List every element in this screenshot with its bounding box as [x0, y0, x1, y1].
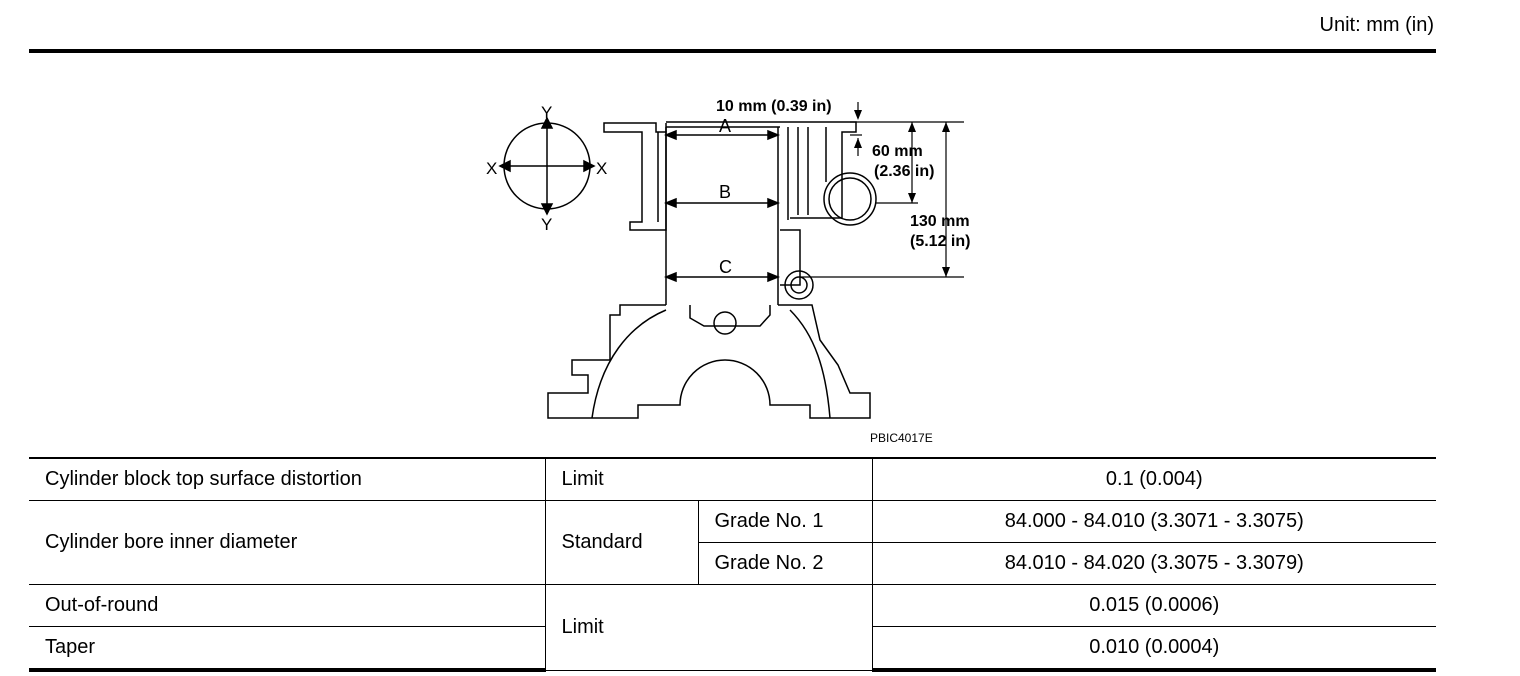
table-row	[29, 458, 1436, 501]
item-cell: Cylinder block top surface distortion	[29, 458, 545, 501]
xy-direction-diagram	[500, 118, 594, 214]
class-cell: Limit	[545, 458, 872, 501]
dim-60mm-label: 60 mm	[872, 143, 923, 160]
axis-y-bottom: Y	[541, 215, 553, 234]
class-cell: Limit	[545, 585, 872, 671]
dim-130mm-label: 130 mm	[910, 213, 970, 230]
unit-label: Unit: mm (in)	[1319, 14, 1434, 36]
spec-table	[29, 457, 1436, 672]
grade-cell: Grade No. 2	[698, 543, 872, 585]
dim-60mm-inch-label: (2.36 in)	[874, 163, 935, 180]
value-cell: 84.010 - 84.020 (3.3075 - 3.3079)	[872, 543, 1436, 585]
level-c-label: C	[719, 257, 732, 277]
item-cell: Cylinder bore inner diameter	[29, 501, 545, 585]
grade-cell: Grade No. 1	[698, 501, 872, 543]
dim-130mm-inch-label: (5.12 in)	[910, 233, 971, 250]
figure-code: PBIC4017E	[870, 431, 933, 445]
axis-y-top: Y	[541, 103, 553, 122]
value-cell: 0.015 (0.0006)	[872, 585, 1436, 627]
axis-x-left: X	[486, 159, 498, 178]
item-cell: Taper	[29, 627, 545, 671]
header-rule	[29, 49, 1436, 53]
class-cell: Standard	[545, 501, 698, 585]
table-row	[29, 585, 1436, 627]
value-cell: 0.010 (0.0004)	[872, 627, 1436, 671]
cylinder-bore-measurement-figure	[470, 90, 990, 450]
level-a-label: A	[719, 116, 732, 136]
axis-x-right: X	[596, 159, 608, 178]
dim-10mm-label: 10 mm (0.39 in)	[716, 98, 832, 115]
item-cell: Out-of-round	[29, 585, 545, 627]
table-row	[29, 501, 1436, 543]
value-cell: 0.1 (0.004)	[872, 458, 1436, 501]
value-cell: 84.000 - 84.010 (3.3071 - 3.3075)	[872, 501, 1436, 543]
level-b-label: B	[719, 182, 732, 202]
